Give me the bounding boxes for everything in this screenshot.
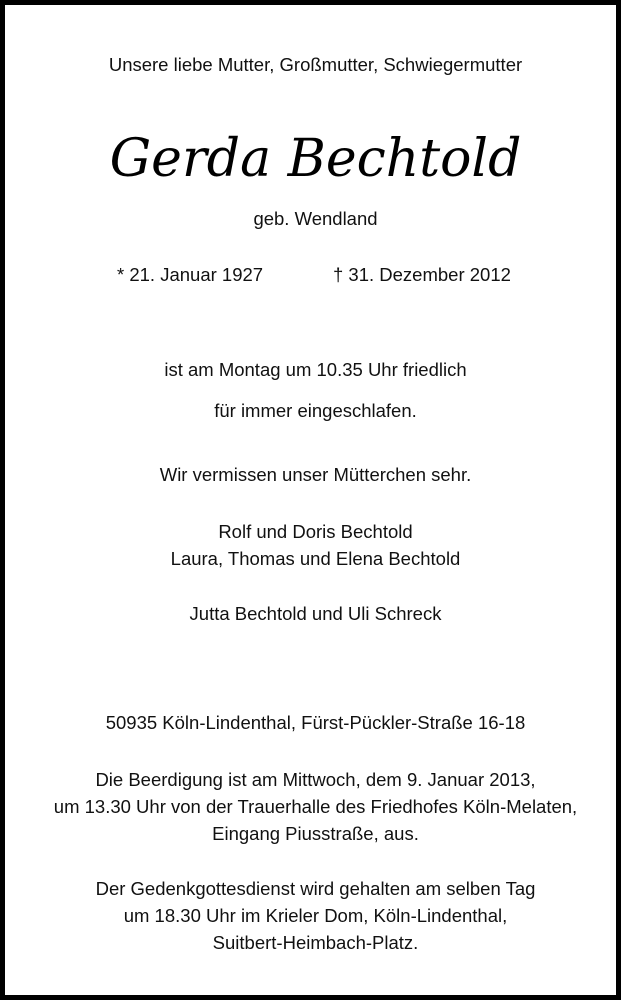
funeral-line-3: Eingang Piusstraße, aus. (212, 823, 419, 844)
mourner-line: Laura, Thomas und Elena Bechtold (170, 548, 461, 569)
birth-date: * 21. Januar 1927 (117, 264, 264, 285)
deceased-name: Gerda Bechtold (109, 129, 522, 189)
intro-line: Unsere liebe Mutter, Großmutter, Schwiegermutter (108, 54, 523, 75)
funeral-line-1: Die Beerdigung ist am Mittwoch, dem 9. Januar 2013, (95, 769, 536, 790)
death-date: † 31. Dezember 2012 (333, 264, 511, 285)
memorial-line-3: Suitbert-Heimbach-Platz. (212, 932, 419, 953)
maiden-name: geb. Wendland (253, 208, 378, 229)
passing-line-1: ist am Montag um 10.35 Uhr friedlich (164, 359, 467, 380)
mourner-line: Jutta Bechtold und Uli Schreck (189, 603, 442, 624)
mourner-line: Rolf und Doris Bechtold (218, 521, 413, 542)
passing-line-2: für immer eingeschlafen. (214, 400, 417, 421)
memorial-line-1: Der Gedenkgottesdienst wird gehalten am selben Tag (95, 878, 536, 899)
missed-line: Wir vermissen unser Mütterchen sehr. (159, 464, 472, 485)
funeral-line-2: um 13.30 Uhr von der Trauerhalle des Friedhofes Köln-Melaten, (53, 796, 578, 817)
address-line: 50935 Köln-Lindenthal, Fürst-Pückler-Straße 16-18 (105, 712, 526, 733)
memorial-line-2: um 18.30 Uhr im Krieler Dom, Köln-Lindenthal, (123, 905, 508, 926)
